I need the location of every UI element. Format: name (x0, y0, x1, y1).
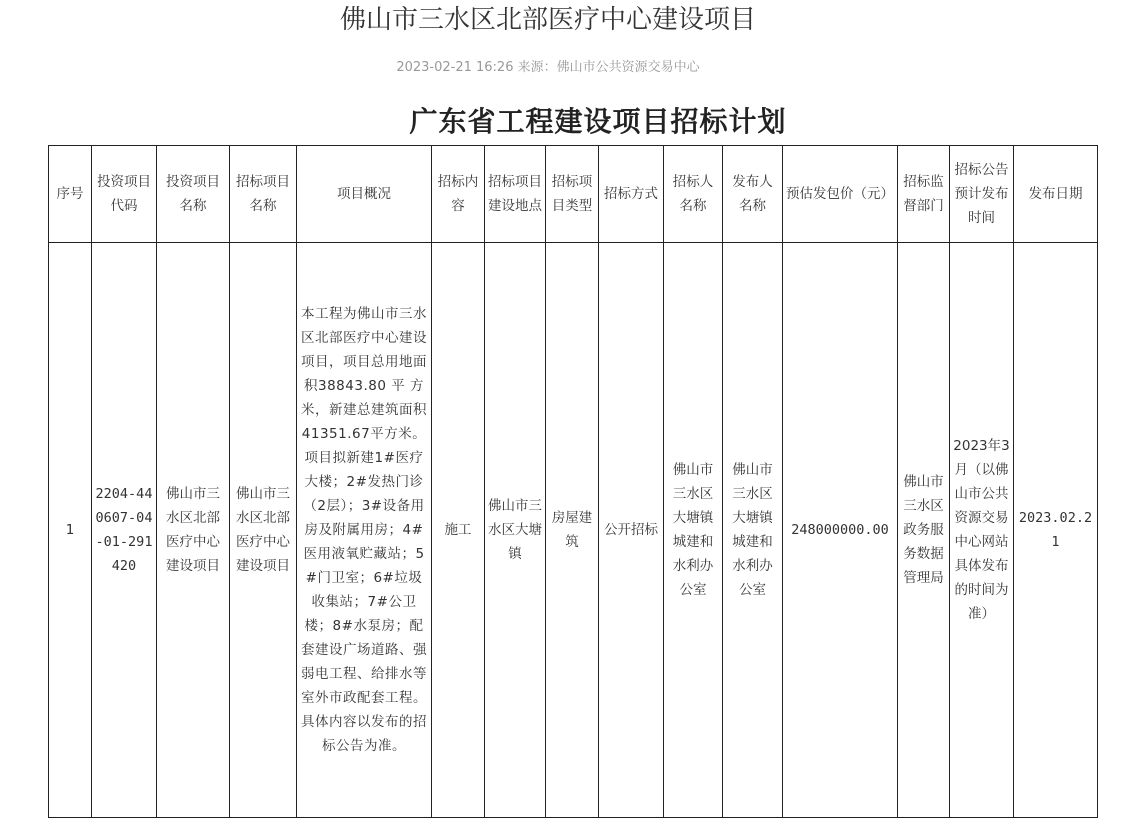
cell-publisher: 佛山市三水区大塘镇城建和水利办公室 (723, 243, 783, 818)
article-meta (0, 58, 1096, 78)
cell-seq: 1 (49, 243, 92, 818)
cell-est-price: 248000000.00 (783, 243, 898, 818)
source-link[interactable]: 佛山市公共资源交易中心 (556, 60, 700, 75)
header-overview: 项目概况 (297, 146, 432, 243)
cell-project-type: 房屋建筑 (546, 243, 599, 818)
header-tenderer: 招标人名称 (664, 146, 723, 243)
document-title: 广东省工程建设项目招标计划 (409, 105, 787, 138)
article-title: 佛山市三水区北部医疗中心建设项目 (339, 5, 756, 35)
header-bid-project-name: 招标项目名称 (230, 146, 297, 243)
cell-publish-date: 2023.02.21 (1014, 243, 1098, 818)
cell-overview: 本工程为佛山市三水区北部医疗中心建设项目，项目总用地面积38843.80 平 方米，新建总建筑面积41351.67平方米。项目拟新建1#医疗大楼；2#发热门诊（2层）；3#设备用房及附属用房；4#医用液氧贮藏站；5#门卫室；6#垃圾收集站；7#公卫楼；8#水泵房；配套建设广场道路、强弱电工程、给排水等室外市政配套工程。具体内容以发布的招标公告为准。 (297, 243, 432, 818)
cell-supervisor: 佛山市三水区政务服务数据管理局 (898, 243, 950, 818)
header-publish-date: 发布日期 (1014, 146, 1098, 243)
cell-invest-code: 2204-440607-04-01-291420 (92, 243, 157, 818)
cell-location: 佛山市三水区大塘镇 (485, 243, 546, 818)
header-est-price: 预估发包价（元） (783, 146, 898, 243)
header-seq: 序号 (49, 146, 92, 243)
header-bid-content: 招标内容 (432, 146, 485, 243)
cell-bid-content: 施工 (432, 243, 485, 818)
header-project-type: 招标项目类型 (546, 146, 599, 243)
header-publisher: 发布人名称 (723, 146, 783, 243)
cell-bid-project-name: 佛山市三水区北部医疗中心建设项目 (230, 243, 297, 818)
table-row (49, 243, 1098, 818)
cell-tenderer: 佛山市三水区大塘镇城建和水利办公室 (664, 243, 723, 818)
table-header-row (49, 146, 1098, 243)
source-label: 来源： (517, 60, 557, 75)
header-expected-time: 招标公告预计发布时间 (950, 146, 1014, 243)
cell-expected-time: 2023年3月（以佛山市公共资源交易中心网站具体发布的时间为准） (950, 243, 1014, 818)
header-location: 招标项目建设地点 (485, 146, 546, 243)
header-bid-method: 招标方式 (599, 146, 664, 243)
bid-plan-table (48, 145, 1098, 818)
header-supervisor: 招标监督部门 (898, 146, 950, 243)
header-invest-code: 投资项目代码 (92, 146, 157, 243)
header-invest-name: 投资项目名称 (157, 146, 230, 243)
cell-invest-name: 佛山市三水区北部医疗中心建设项目 (157, 243, 230, 818)
cell-bid-method: 公开招标 (599, 243, 664, 818)
publish-datetime: 2023-02-21 16:26 (396, 60, 514, 75)
